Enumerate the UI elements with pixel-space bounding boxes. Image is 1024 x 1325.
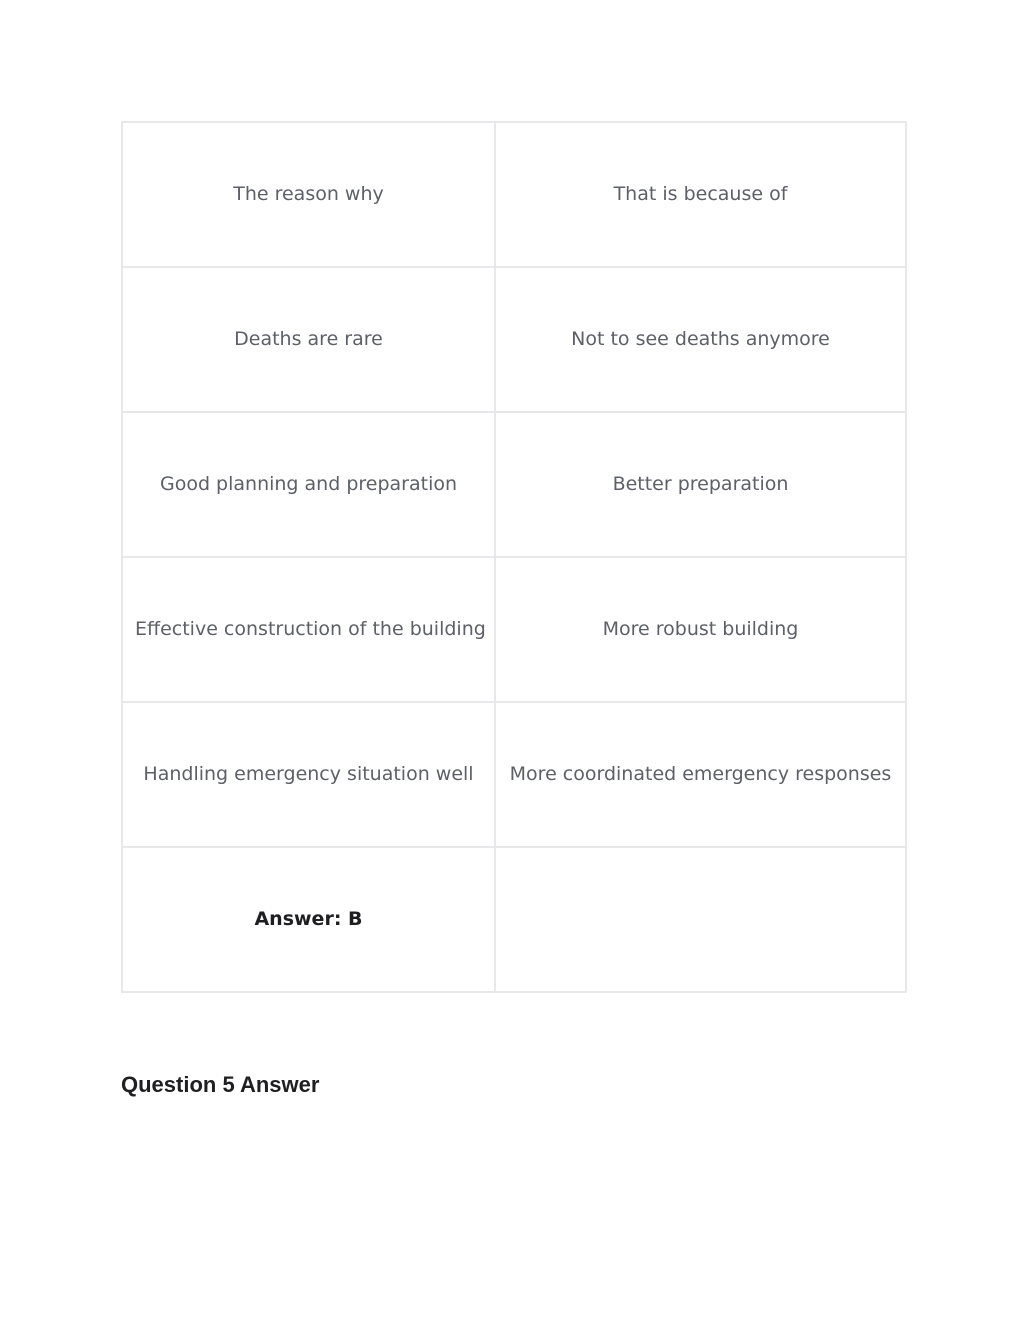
empty-cell xyxy=(495,847,906,992)
table-row xyxy=(122,557,906,702)
section-heading: Question 5 Answer xyxy=(121,1072,320,1097)
table-cell-paraphrase: More coordinated emergency responses xyxy=(495,702,906,847)
table-row xyxy=(122,267,906,412)
table-cell-paraphrase: Not to see deaths anymore xyxy=(495,267,906,412)
table-cell-paraphrase: Better preparation xyxy=(495,412,906,557)
table-cell-original: Good planning and preparation xyxy=(122,412,495,557)
table-row xyxy=(122,702,906,847)
paraphrase-table xyxy=(121,121,907,993)
answer-cell: Answer: B xyxy=(122,847,495,992)
table-cell-paraphrase: That is because of xyxy=(495,122,906,267)
table-row xyxy=(122,412,906,557)
table-row xyxy=(122,122,906,267)
table-row-answer xyxy=(122,847,906,992)
table-cell-original: The reason why xyxy=(122,122,495,267)
table-cell-original: Handling emergency situation well xyxy=(122,702,495,847)
table-cell-original: Effective construction of the building xyxy=(122,557,495,702)
table-cell-paraphrase: More robust building xyxy=(495,557,906,702)
table-cell-original: Deaths are rare xyxy=(122,267,495,412)
